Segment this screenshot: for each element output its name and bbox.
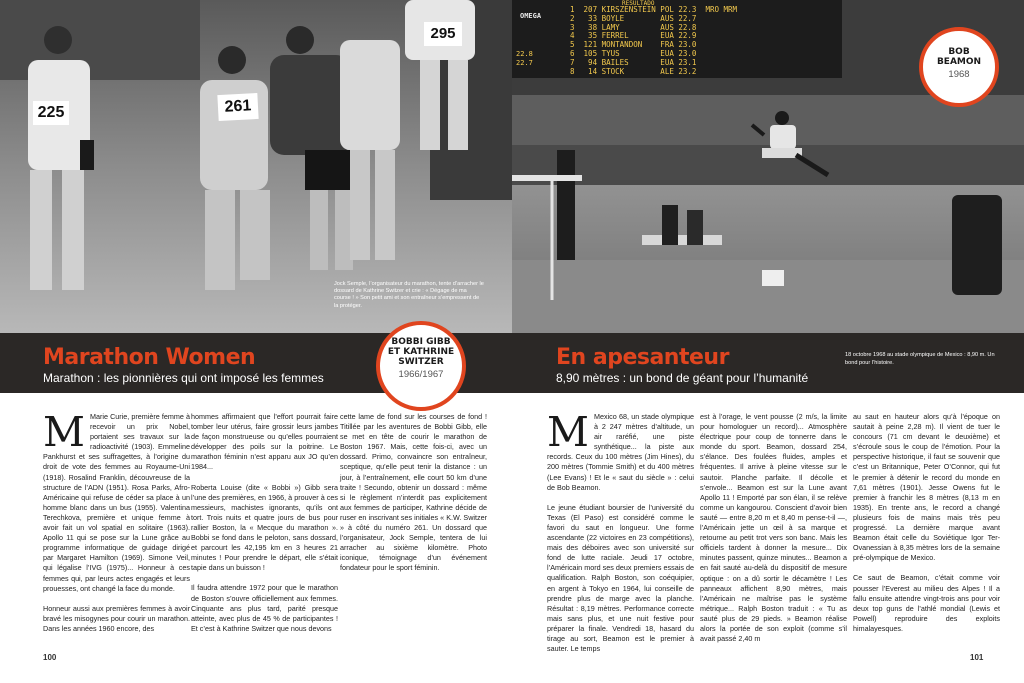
article-column-2 — [191, 412, 338, 644]
scoreboard-left-row: 22.8 — [516, 50, 533, 58]
article-paragraph — [43, 408, 190, 594]
article-column-1 — [43, 408, 190, 644]
paragraph-text: Marie Curie, première femme à recevoir un prix Nobel, portaient ses travaux sur la radioactivité (1903). Emmeline Pankhurst et ses suffragettes, à l’origine du droit de vote des femmes au Royaume-Uni (1918). Rosalind Franklin, découvreuse de la structure de l’ADN (1951). Rosa Parks, Afro-Américaine qui refuse de céder sa place à un homme blanc dans un bus (1955). Valentina Terechkova, première et unique femme à avoir fait un vol spatial en solitaire (1963). Apollo 11 qui se pose sur la Lune grâce au programme informatique de guidage dirigé par Margaret Hamilton (1969). Simone Veil, qui légalise l’IVG (1975)... Honneur à ces femmes qui, par leurs actes engagés et leurs prouesses, ont changé la face du monde. — [43, 412, 190, 593]
scoreboard-rows — [570, 6, 737, 76]
page-number: 101 — [970, 653, 984, 662]
paragraph-text: Mexico 68, un stade olympique à 2 247 mètres d’altitude, un air raréfié, une piste synthétique... la piste aux records. Ceux du 100 mètres (Jim Hines), du 200 mètres (Tommie Smith) et du 400 mètres (Lee Evans) ! Et le « saut du siècle » : celui de Bob Beamon. — [547, 412, 694, 492]
article-paragraph: cette lame de fond sur les courses de fond ! Titillée par les aventures de Bobbi Gibb, elle se met en tête de courir le marathon de Boston 1967. Mais, cette fois-ci, avec un dossard. Primo, convaincre son entraîneur, sceptique, qu’elle peut tenir la distance : un jour, à l’entraînement, elle court 50 km d’une traite ! Secundo, obtenir un dossard : même si le règlement n’interdit pas explicitement aux femmes de participer, Kathrine décide de ruser en inscrivant ses initiales « K.W. Switzer » à côté du numéro 261. Un dossard que l’organisateur, Jock Semple, tentera de lui arracher au sixième kilomètre. Photo iconique, témoignage d’un événement fondateur pour le sport féminin. — [340, 412, 487, 573]
scoreboard — [512, 0, 842, 78]
section-title: Marathon Women — [43, 345, 256, 370]
dropcap: M — [43, 408, 85, 456]
article-column-3 — [340, 412, 487, 584]
scoreboard-row: 4 35 FERREL EUA 22.9 — [570, 31, 697, 41]
article-paragraph: Roberta Louise (dite « Bobbi ») Gibb sera l’une des premières, en 1966, à prouver à ces messieurs, machistes ignorants, qu’ils ont tort. Trois nuits et quatre jours de bus pour rallier Boston, la « Mecque du marathon ». Bobbi se fond dans le peloton, sans dossard, et parcourt les 42,195 km en 3 heures 21 minutes ! Pour prendre le départ, elle s’était tapie dans un buisson ! — [191, 482, 338, 573]
bib-295: 295 — [424, 22, 462, 46]
badge-name-line-2: ET KATHRINE — [387, 347, 455, 357]
article-column-2 — [700, 412, 847, 654]
scoreboard-row: 1 207 KIRSZENSTEIN POL 22.3 MRO MRM — [570, 5, 738, 14]
article-paragraph: au saut en hauteur alors qu’à l’époque on sautait à peine 2,28 m). Il vient de tuer le concours (71 cm devant le deuxième) et s’écroule sous le coup de l’émotion. Pour la perspective historique, il faut se souvenir que c’est un Britannique, Peter O’Connor, qui fut le premier à détenir le record du monde en 7,61 mètres (1901). Jesse Owens fut le premier à franchir les 8 mètres (8,13 m en 1935). En trente ans, le record a changé plusieurs fois de mains mais très peu progressé. La dernière marque avant Beamon était celle du Soviétique Igor Ter-Ovanessian à 8,35 mètres lors de la semaine pré-olympique de Mexico. — [853, 412, 1000, 563]
badge-name-line-1: BOBBI GIBB — [391, 337, 451, 347]
page-number: 100 — [43, 653, 57, 662]
scoreboard-header: RESULTADO — [622, 0, 655, 7]
photo-caption: 18 octobre 1968 au stade olympique de Mexico : 8,90 m. Un bond pour l’histoire. — [845, 352, 995, 366]
badge-years: 1966/1967 — [398, 369, 444, 380]
section-subtitle: Marathon : les pionnières qui ont imposé les femmes — [43, 371, 324, 385]
bib-261: 261 — [217, 93, 258, 121]
scoreboard-left-row: 22.7 — [516, 59, 533, 67]
dropcap: M — [547, 408, 589, 456]
athlete-badge — [376, 321, 466, 411]
article-paragraph: est à l’orage, le vent pousse (2 m/s, la limite pour homologuer un record)... Atmosphère électrique pour coup de tonnerre dans le monde du sport. Beamon, dossard 254, s’élance. Des foulées fluides, amples et fréquentes. Il arrive à pleine vitesse sur le sautoir. Planche parfaite. Il décolle et s’envole... Beamon est sur la Lune avant Apollo 11 ! Emporté par son élan, il se relève comme un kangourou. Conscient d’avoir bien sauté — entre 8,20 m et 8,40 m pense-t-il —, l’Américain jette un œil à sa marque et retourne au petit trot vers son banc. Mais les officiels tardent à donner la mesure... Dix minutes passent, quinze minutes... Beamon a en fait sauté au-delà du dispositif de mesure optique : on a dû sortir le décamètre ! Les panneaux affichent 8,90 mètres, mais l’Américain ne maîtrise pas le système métrique... Ralph Boston traduit : « Tu as sauté plus de 29 pieds. » Beamon réalise alors la portée de son exploit (comme s’il avait passé 2,40 m — [700, 412, 847, 644]
scoreboard-row: 7 94 BAILES EUA 23.1 — [570, 57, 697, 67]
scoreboard-logo: OMEGA — [520, 12, 542, 20]
article-paragraph: Le jeune étudiant boursier de l’université du Texas (El Paso) est considéré comme le favori du saut en longueur. Une forme ascendante (22 victoires en 23 compétitions), mais des déboires avec son université sur fond de lutte raciale. Jeudi 17 octobre, l’Américain mord ses deux premiers essais de qualification. Ralph Boston, son coéquipier, en argent à Tokyo en 1964, lui conseille de prendre plus de marge avec la planche. Résultat : 8,19 mètres. Performance correcte mais sans plus, et une nuit festive pour préparer la finale. Vendredi 18, hasard du tirage au sort, Beamon est le premier à sauter. Le temps — [547, 502, 694, 654]
scoreboard-row: 6 105 TYUS EUA 23.0 — [570, 48, 697, 58]
article-paragraph: Honneur aussi aux premières femmes à avoir bravé les misogynes pour courir un marathon. Dans les années 1960 encore, des — [43, 603, 190, 633]
right-page — [512, 0, 1024, 683]
article-column-1 — [547, 408, 694, 664]
article-paragraph: Il faudra attendre 1972 pour que le marathon de Boston s’ouvre officiellement aux femmes. Cinquante ans plus tard, parité presque atteinte, avec plus de 45 % de participantes ! Et c’est à Kathrine Switzer que nous devons — [191, 583, 338, 633]
section-title: En apesanteur — [556, 345, 729, 370]
bib-225: 225 — [33, 101, 69, 125]
badge-name-line-3: SWITZER — [398, 357, 444, 367]
scoreboard-row: 5 121 MONTANDON FRA 23.0 — [570, 40, 697, 50]
article-paragraph — [547, 408, 694, 493]
badge-years: 1968 — [948, 69, 970, 80]
article-column-3 — [853, 412, 1000, 644]
athlete-badge — [919, 27, 999, 107]
article-paragraph: hommes affirmaient que l’effort pourrait faire tomber leur utérus, faire grossir leurs jambes de façon monstrueuse ou qu’elles pourraient développer des poils sur la poitrine. Le marathon féminin n’est apparu aux JO qu’en 1984... — [191, 412, 338, 472]
scoreboard-row: 3 38 LAMY AUS 22.8 — [570, 22, 697, 32]
photo-caption: Jock Semple, l’organisateur du marathon, tente d’arracher le dossard de Kathrine Switzer et crie : « Dégage de ma course ! » Son petit ami et son entraîneur s’empressent de la protéger. — [334, 281, 484, 309]
article-paragraph: Ce saut de Beamon, c’était comme voir pousser l’Everest au milieu des Alpes ! Il a fallu ensuite attendre vingt-trois ans pour voir deux top guns de l’athlé mondial (Lewis et Powell) reproduire des exploits himalayesques. — [853, 573, 1000, 633]
badge-name-line-1: BOB — [948, 47, 970, 57]
badge-name-line-2: BEAMON — [936, 57, 982, 67]
section-subtitle: 8,90 mètres : un bond de géant pour l’humanité — [556, 371, 809, 385]
scoreboard-row: 8 14 STOCK ALE 23.2 — [570, 66, 697, 76]
scoreboard-row: 2 33 BOYLE AUS 22.7 — [570, 13, 697, 23]
